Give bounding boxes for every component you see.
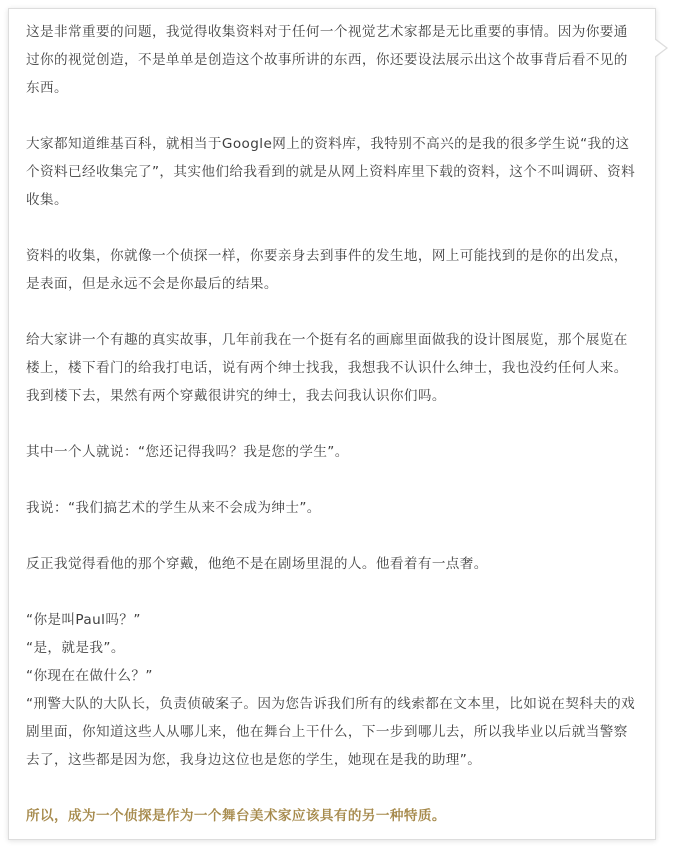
dialogue-line-3: “你现在在做什么？”: [26, 668, 153, 684]
bubble-pointer-fill: [654, 39, 666, 57]
paragraph-7: 反正我觉得看他的那个穿戴，他绝不是在剧场里混的人。他看着有一点奢。: [26, 556, 488, 572]
article-body: [26, 18, 638, 830]
dialogue-block: [26, 606, 638, 774]
dialogue-line-4: “刑警大队的大队长，负责侦破案子。因为您告诉我们所有的线索都在文本里，比如说在契科夫的戏剧里面，你知道这些人从哪儿来，他在舞台上干什么，下一步到哪儿去，所以我毕业以后就当警察去了，这些都是因为您，我身边这位也是您的学生，她现在是我的助理”。: [26, 696, 636, 768]
dialogue-line-2: “是，就是我”。: [26, 640, 125, 656]
paragraph-5: 其中一个人就说：“您还记得我吗？我是您的学生”。: [26, 444, 349, 460]
paragraph-1: 这是非常重要的问题，我觉得收集资料对于任何一个视觉艺术家都是无比重要的事情。因为你要通过你的视觉创造，不是单单是创造这个故事所讲的东西，你还要设法展示出这个故事背后看不见的东西。: [26, 24, 628, 96]
paragraph-4: 给大家讲一个有趣的真实故事，几年前我在一个挺有名的画廊里面做我的设计图展览，那个展览在楼上，楼下看门的给我打电话，说有两个绅士找我，我想我不认识什么绅士，我也没约任何人来。我到楼下去，果然有两个穿戴很讲究的绅士，我去问我认识你们吗。: [26, 332, 628, 404]
dialogue-line-1: “你是叫Paul吗？”: [26, 612, 141, 628]
conclusion-highlight: 所以，成为一个侦探是作为一个舞台美术家应该具有的另一种特质。: [26, 808, 446, 824]
paragraph-3: 资料的收集，你就像一个侦探一样，你要亲身去到事件的发生地，网上可能找到的是你的出发点，是表面，但是永远不会是你最后的结果。: [26, 248, 628, 292]
paragraph-6: 我说：“我们搞艺术的学生从来不会成为绅士”。: [26, 500, 321, 516]
paragraph-2: 大家都知道维基百科，就相当于Google网上的资料库，我特别不高兴的是我的很多学生说“我的这个资料已经收集完了”，其实他们给我看到的就是从网上资料库里下载的资料，这个不叫调研、资料收集。: [26, 136, 636, 208]
